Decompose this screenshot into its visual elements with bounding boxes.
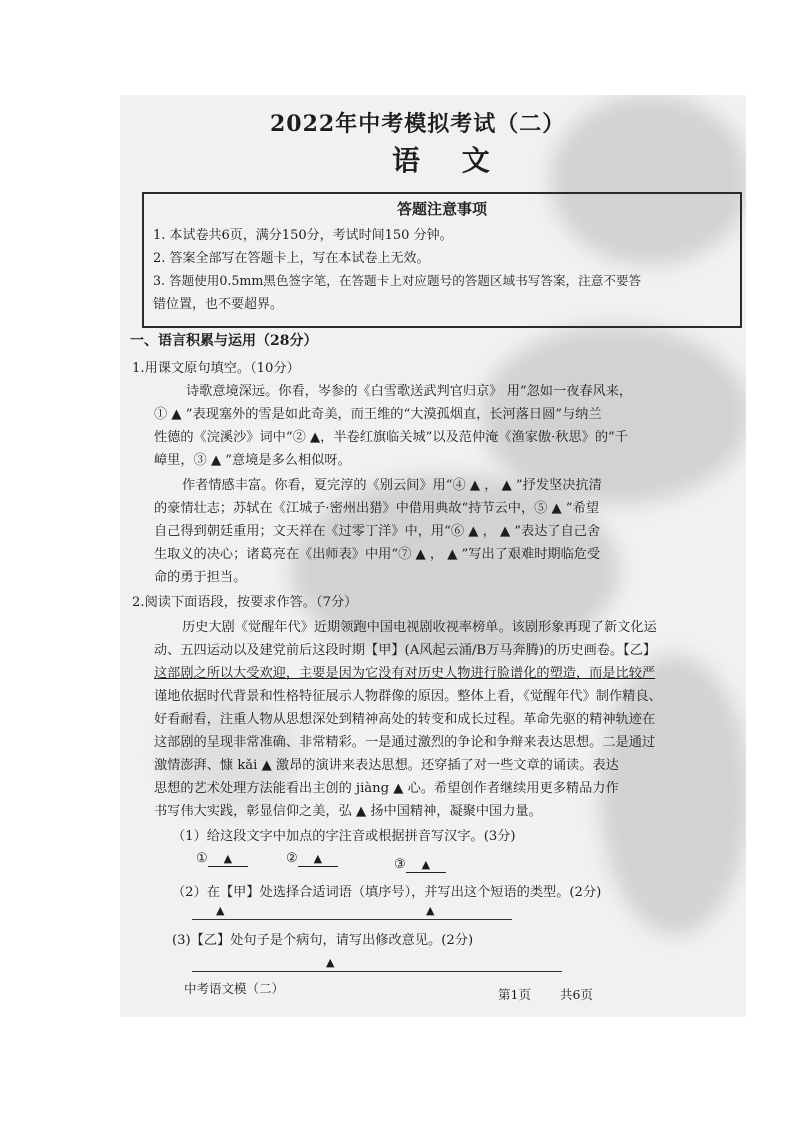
sub-question-2: （2）在【甲】处选择合适词语（填序号），并写出这个短语的类型。(2分) (172, 885, 602, 900)
answer-blank-3 (394, 857, 446, 873)
notice-item: 错位置，也不要超界。 (153, 297, 284, 312)
footer-total-pages: 共6页 (560, 987, 593, 1002)
q2-line: 书写伟大实践，彰显信仰之美，弘 ▲ 扬中国精神，凝聚中国力量。 (154, 804, 542, 819)
q2-line: 激情澎湃、慷 kǎi ▲ 激昂的演讲来表达思想。还穿插了对一些文章的诵读。表达 (154, 758, 619, 773)
q2-line: 动、五四运动以及建党前后这段时期【甲】(A风起云涌/B万马奔腾)的历史画卷。【乙】 (154, 643, 657, 658)
footer-exam-name: 中考语文模（二） (184, 981, 285, 996)
q1-line: 自己得到朝廷重用；文天祥在《过零丁洋》中，用“⑥ ▲ ， ▲ ”表达了自己舍 (154, 524, 601, 539)
notice-box (142, 192, 742, 328)
notice-heading: 答题注意事项 (396, 200, 487, 218)
q2-line: 好看耐看，注重人物从思想深处到精神高处的转变和成长过程。革命先驱的精神轨迹在 (154, 712, 656, 727)
q1-line: ① ▲ ”表现塞外的雪是如此奇美，而王维的“大漠孤烟直，长河落日圆”与纳兰 (154, 407, 602, 422)
q1-line: 诗歌意境深远。你看，岑参的《白雪歌送武判官归京》 用“忽如一夜春风来， (186, 384, 633, 399)
question-2-title: 2.阅读下面语段，按要求作答。（7分） (132, 595, 358, 610)
exam-paper (120, 95, 746, 1017)
triangle-icon: ▲ (326, 956, 335, 969)
notice-item: 2. 答案全部写在答题卡上，写在本试卷上无效。 (153, 251, 430, 266)
q1-line: 嶂里，③ ▲ ”意境是多么相似呀。 (154, 453, 351, 468)
blank-number: ① (196, 851, 208, 866)
q2-line: 谨地依据时代背景和性格特征展示人物群像的原因。整体上看，《觉醒年代》制作精良、 (154, 689, 662, 704)
blank-number: ② (286, 851, 298, 866)
q2-line-sick-sentence: 这部剧之所以大受欢迎，主要是因为它没有对历史人物进行脸谱化的塑造，而是比较严 (154, 666, 656, 681)
triangle-icon: ▲ (216, 904, 225, 917)
answer-blank-1 (196, 851, 248, 867)
subject-title: 语 文 (392, 144, 506, 177)
q2-line: 这部剧的呈现非常准确、非常精彩。一是通过激烈的争论和争辩来表达思想。二是通过 (154, 735, 656, 750)
question-1-title: 1.用课文原句填空。（10分） (132, 361, 300, 376)
triangle-icon: ▲ (421, 858, 431, 871)
q2-line: 思想的艺术处理方法能看出主创的 jiàng ▲ 心。希望创作者继续用更多精品力作 (154, 781, 619, 796)
footer-page-number: 第1页 (498, 987, 531, 1002)
answer-line (192, 971, 562, 972)
q2-line: 历史大剧《觉醒年代》近期领跑中国电视剧收视率榜单。该剧形象再现了新文化运 (182, 620, 657, 635)
exam-title: 2022年中考模拟考试（二） (270, 111, 566, 137)
notice-item: 1. 本试卷共6页，满分150分，考试时间150 分钟。 (153, 228, 453, 243)
triangle-icon: ▲ (313, 852, 323, 865)
triangle-icon: ▲ (223, 852, 233, 865)
blank-number: ③ (394, 857, 406, 872)
notice-item: 3. 答题使用0.5mm黑色签字笔，在答题卡上对应题号的答题区域书写答案，注意不要答 (153, 273, 642, 288)
section-heading: 一、语言积累与运用（28分） (130, 333, 318, 349)
sub-question-1: （1）给这段文字中加点的字注音或根据拼音写汉字。(3分) (172, 829, 516, 844)
q1-line: 命的勇于担当。 (154, 570, 247, 585)
q1-line: 的豪情壮志；苏轼在《江城子·密州出猎》中借用典故“持节云中，⑤ ▲ ”希望 (154, 501, 600, 516)
answer-blank-2 (286, 851, 338, 867)
answer-line (192, 919, 512, 920)
q1-line: 性德的《浣溪沙》词中“② ▲，半卷红旗临关城”以及范仲淹《渔家傲·秋思》的“千 (154, 430, 628, 445)
sub-question-3: (3)【乙】处句子是个病句，请写出修改意见。(2分) (172, 933, 474, 948)
q1-line: 生取义的决心；诸葛亮在《出师表》中用“⑦ ▲ ， ▲ ”写出了艰难时期临危受 (154, 547, 601, 562)
triangle-icon: ▲ (426, 904, 435, 917)
q1-line: 作者情感丰富。你看，夏完淳的《别云间》用“④ ▲ ， ▲ ”抒发坚决抗清 (182, 478, 602, 493)
